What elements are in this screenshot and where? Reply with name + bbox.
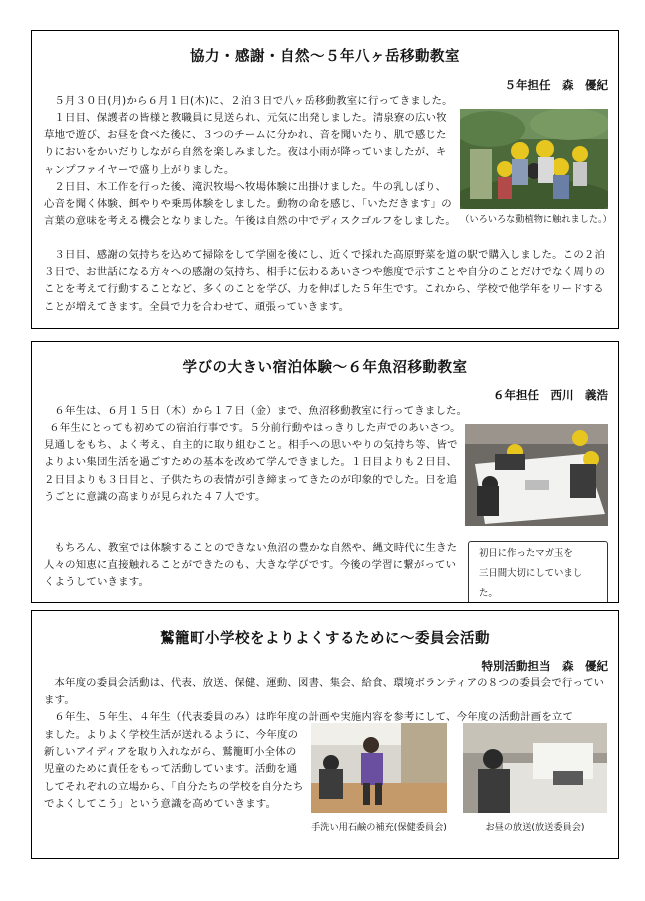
photo-soap-refill xyxy=(311,723,447,813)
paragraph: ２日目、木工作を行った後、滝沢牧場へ牧場体験に出掛けました。牛の乳しぼり、心音を聞く体験、餌やりや乗馬体験をしました。動物の命を感じ、「いただきます」の言葉の意味を考える機会となりました。午後は自然の中でディスクゴルフをしました。 xyxy=(44,181,456,228)
paragraph-remainder xyxy=(44,727,306,813)
caption-line: 三日間大切にしていました。 xyxy=(479,568,583,599)
photo-caption-box xyxy=(468,541,608,603)
paragraph: ６年生にとっても初めての宿泊行事です。５分前行動やはっきりした声でのあいさつ。見通しをもち、よく考え、自主的に取り組むこと。相手への思いやりの気持ち等、皆でよりよい集団生活を過ごすための基本を改めて学んできました。１日目よりも２日目、２日目よりも３日目と、子供たちの表情が引き締まってきたのが印象的でした。日を追うごとに意識の高まりが見られた４７人です。 xyxy=(44,422,461,503)
article-author: 特別活動担当 森 優紀 xyxy=(481,659,608,673)
photo-magatama-workshop xyxy=(465,424,608,526)
paragraph: もちろん、教室では体験することのできない魚沼の豊かな自然や、縄文時代に生きた人々の知恵に直接触れることができたのも、大きな学びです。今後の学習に繋がっていくようしていきます。 xyxy=(44,542,458,589)
caption-line: 初日に作ったマガ玉を xyxy=(479,548,573,559)
article-5th-grade-trip xyxy=(31,30,619,329)
article-author: ５年担任 森 優紀 xyxy=(504,78,608,92)
paragraph: ６年生は、６月１５日（木）から１７日（金）まで、魚沼移動教室に行ってきました。 xyxy=(54,405,468,417)
paragraph: ６年生、５年生、４年生（代表委員のみ）は昨年度の計画や実施内容を参考にして、今年度の活動計画を立て xyxy=(54,711,574,723)
paragraph: ３日目、感謝の気持ちを込めて掃除をして学園を後にし、近くで採れた高原野菜を道の駅で購入しました。この２泊３日で、お世話になる方々への感謝の気持ち、相手に伝わるあいさつや態度で示すことや自分のことだけでなく周りのことを考えて行動することなど、多くのことを学び、力を伸ばした５年生です。これから、学校で他学年をリードすることが増えてきます。全員で力を合わせて、頑張っていきます。 xyxy=(44,249,606,313)
article-author: ６年担任 西川 義浩 xyxy=(493,388,608,402)
paragraph: ました。よりよく学校生活が送れるように、今年度の新しいアイディアを取り入れながら、鷲籠町小全体の児童のために責任をもって活動しています。活動を通してそれぞれの立場から、「自分たちの学校を自分たちでよくしてこう」という意識を高めていきます。 xyxy=(44,729,304,810)
article-6th-grade-trip xyxy=(31,341,619,603)
photo-children-nature xyxy=(460,109,608,209)
article-title: 鷲籠町小学校をよりよくするために～委員会活動 xyxy=(160,631,490,647)
photo-caption: （いろいろな動植物に触れました。） xyxy=(460,214,612,225)
photo-lunch-broadcast xyxy=(463,723,607,813)
photo-caption: 手洗い用石鹸の補充(保健委員会) xyxy=(311,822,447,833)
photo-caption: お昼の放送(放送委員会) xyxy=(485,822,585,833)
article-title: 協力・感謝・自然～５年八ヶ岳移動教室 xyxy=(190,49,460,65)
article-committee-activities xyxy=(31,610,619,859)
paragraph: ５月３０日(月)から６月１日(木)に、２泊３日で八ヶ岳移動教室に行ってきました。 xyxy=(54,95,453,107)
paragraph: 本年度の委員会活動は、代表、放送、保健、運動、図書、集会、給食、環境ボランティアの８つの委員会で行っています。 xyxy=(44,677,605,707)
article-title: 学びの大きい宿泊体験～６年魚沼移動教室 xyxy=(182,360,468,376)
paragraph: １日目、保護者の皆様と教職員に見送られ、元気に出発しました。清泉寮の広い牧草地で遊び、お昼を食べた後に、３つのチームに分かれ、音を聞いたり、肌で感じたりにおいをかいだりしながら自然を楽しみました。夜は小雨が降っていましたが、キャンプファイヤーで盛り上がりました。 xyxy=(44,112,447,176)
